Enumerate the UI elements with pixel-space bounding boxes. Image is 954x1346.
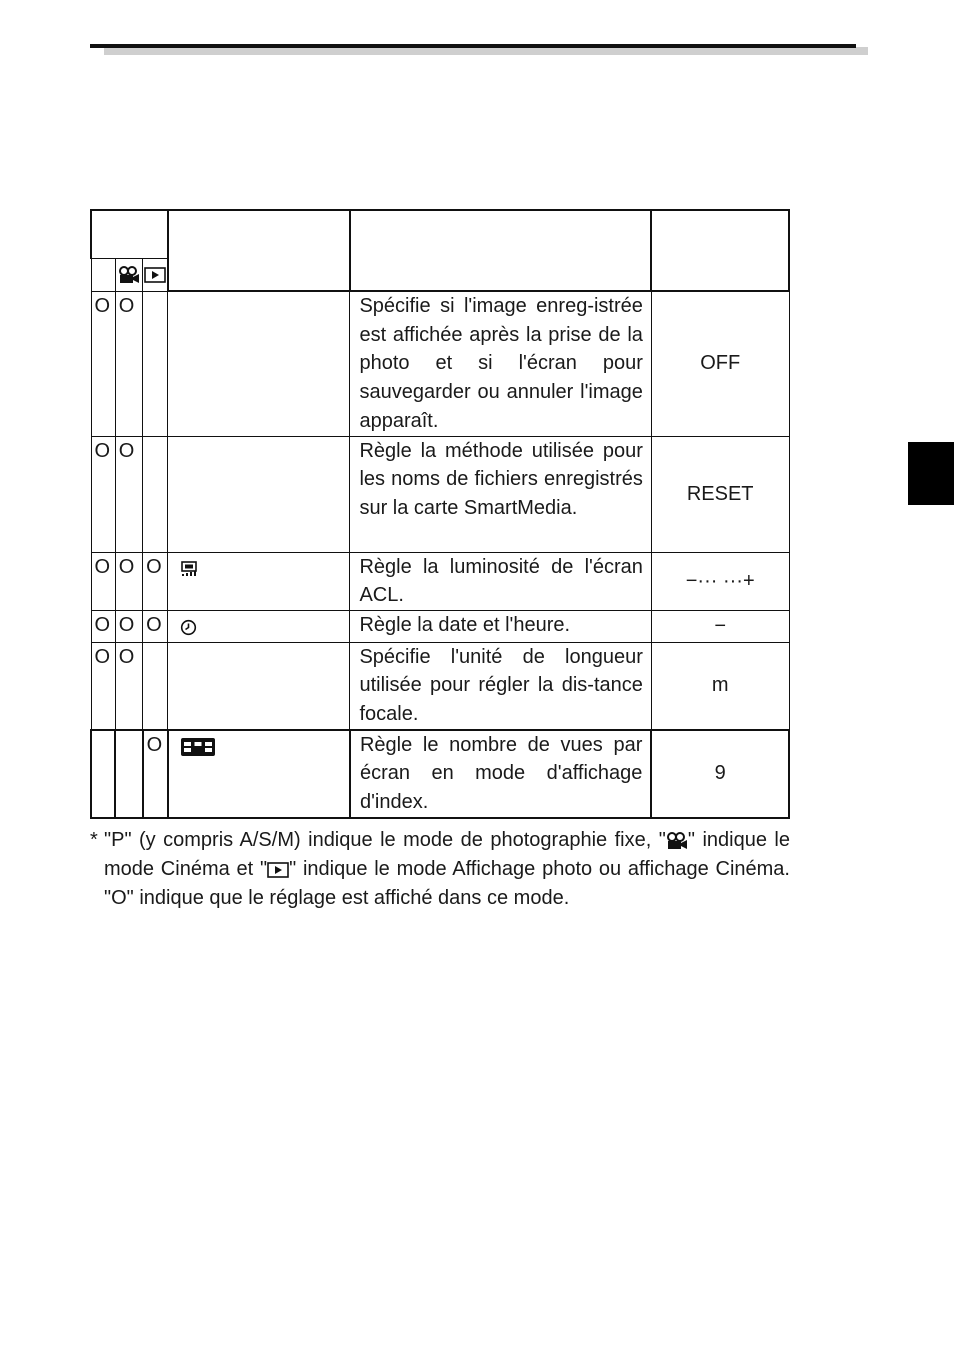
setting-default: m xyxy=(651,642,789,730)
header-rule xyxy=(90,44,856,48)
setting-default: RESET xyxy=(651,436,789,552)
setting-default: − xyxy=(651,610,789,642)
footnote-part2: " indique le mode Cinéma et " xyxy=(104,829,790,880)
mark-movie xyxy=(115,730,142,818)
mark-movie: O xyxy=(115,610,142,642)
mark-movie: O xyxy=(115,291,142,436)
setting-description: Règle la méthode utilisée pour les noms de fichiers enregistrés sur la carte SmartMedia. xyxy=(350,436,651,552)
setting-description: Règle la date et l'heure. xyxy=(350,610,651,642)
table-row xyxy=(91,642,789,730)
header-name-cell xyxy=(168,210,350,291)
mark-play: O xyxy=(143,610,168,642)
header-play-cell xyxy=(143,258,168,291)
mark-p: O xyxy=(91,642,115,730)
mark-play: O xyxy=(143,552,168,610)
setting-name xyxy=(168,436,350,552)
clock-icon xyxy=(180,619,197,636)
setting-default: −··· ···+ xyxy=(651,552,789,610)
setting-description: Spécifie si l'image enreg-istrée est affichée après la prise de la photo et si l'écran pour sauvegarder ou annuler l'image apparaît. xyxy=(350,291,651,436)
settings-table xyxy=(90,209,790,819)
mark-play xyxy=(143,436,168,552)
setting-description: Spécifie l'unité de longueur utilisée pour régler la dis-tance focale. xyxy=(350,642,651,730)
table-row xyxy=(91,436,789,552)
setting-description: Règle la luminosité de l'écran ACL. xyxy=(350,552,651,610)
header-rule-shadow xyxy=(104,47,868,55)
table-row xyxy=(91,552,789,610)
playback-icon xyxy=(144,267,166,283)
playback-icon xyxy=(267,862,289,878)
footnote xyxy=(90,826,790,913)
movie-camera-icon xyxy=(666,832,688,850)
setting-default: 9 xyxy=(651,730,789,818)
setting-name xyxy=(168,291,350,436)
mark-p: O xyxy=(91,552,115,610)
table-row xyxy=(91,291,789,436)
mark-play: O xyxy=(143,730,168,818)
header-description-cell xyxy=(350,210,651,291)
mark-play xyxy=(143,642,168,730)
setting-name xyxy=(168,730,350,818)
chapter-tab xyxy=(908,442,954,505)
mark-p xyxy=(91,730,115,818)
header-row xyxy=(91,210,789,258)
header-movie-cell xyxy=(115,258,142,291)
setting-name xyxy=(168,610,350,642)
mark-p: O xyxy=(91,610,115,642)
mark-p: O xyxy=(91,436,115,552)
header-default-cell xyxy=(651,210,789,291)
header-p-cell xyxy=(91,258,115,291)
setting-name xyxy=(168,642,350,730)
header-mode-cell xyxy=(91,210,168,258)
mark-play xyxy=(143,291,168,436)
mark-movie: O xyxy=(115,642,142,730)
mark-p: O xyxy=(91,291,115,436)
mark-movie: O xyxy=(115,436,142,552)
table-row xyxy=(91,730,789,818)
footnote-part1: "P" (y compris A/S/M) indique le mode de photographie fixe, " xyxy=(104,829,666,851)
setting-description: Règle le nombre de vues par écran en mode d'affichage d'index. xyxy=(350,730,651,818)
footnote-text xyxy=(104,826,790,913)
mark-movie: O xyxy=(115,552,142,610)
setting-default: OFF xyxy=(651,291,789,436)
setting-name xyxy=(168,552,350,610)
table-row xyxy=(91,610,789,642)
movie-camera-icon xyxy=(118,266,140,284)
lcd-brightness-icon xyxy=(180,560,198,578)
index-view-icon xyxy=(181,738,215,756)
footnote-part3: " indique le mode Affichage photo ou affichage Cinéma. "O" indique que le réglage est affiché dans ce mode. xyxy=(104,858,790,909)
footnote-star: * xyxy=(90,829,98,851)
